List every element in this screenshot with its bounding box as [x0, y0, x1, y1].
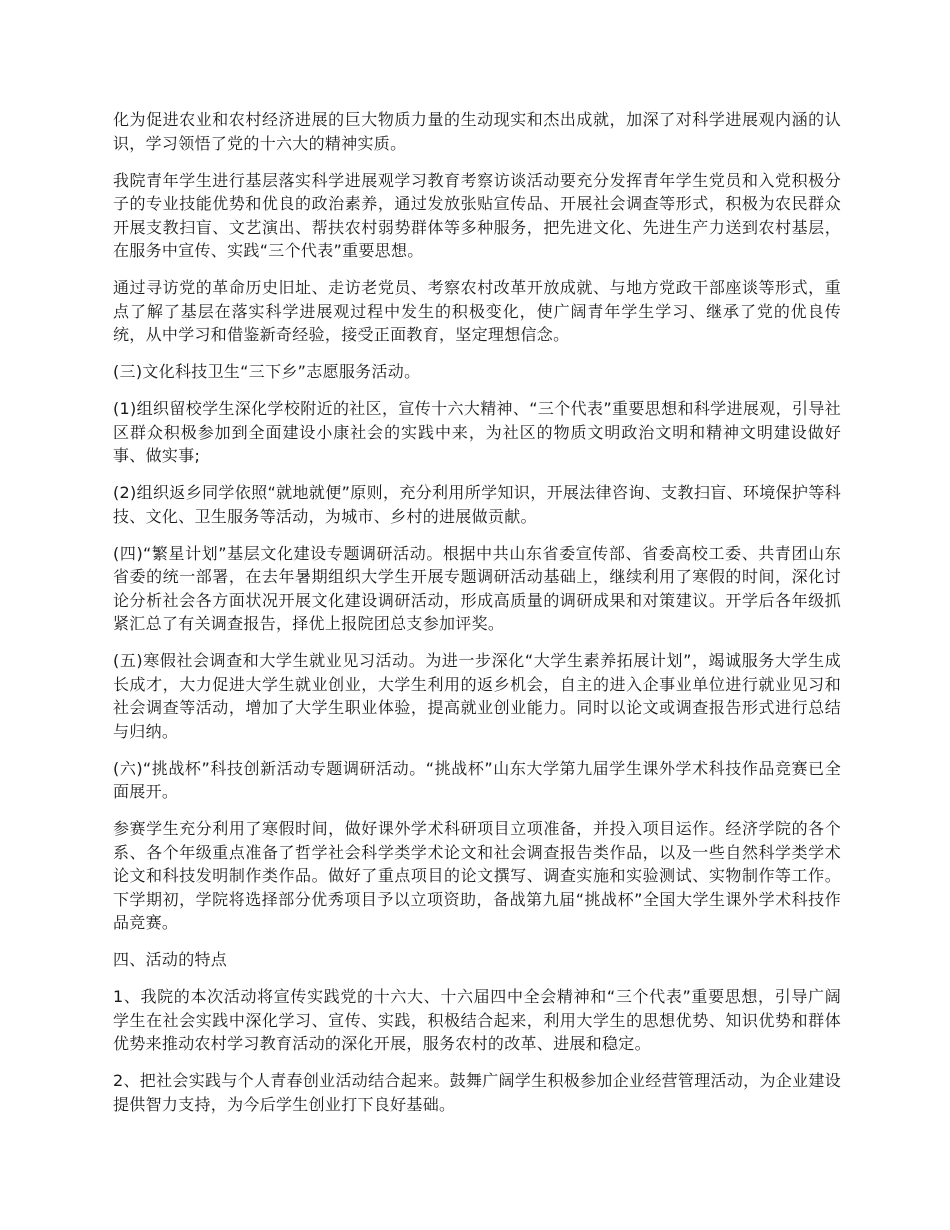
list-item-1: (1)组织留校学生深化学校附近的社区，宣传十六大精神、“三个代表”重要思想和科学进展观，引导社区群众积极参加到全面建设小康社会的实践中来，为社区的物质文明政治文明和精神文明建设做好事、做实事; [113, 399, 841, 465]
section-6-paragraph: (六)“挑战杯”科技创新活动专题调研活动。“挑战杯”山东大学第九届学生课外学术科技作品竞赛已全面展开。 [113, 758, 841, 801]
paragraph-2: 我院青年学生进行基层落实科学进展观学习教育考察访谈活动要充分发挥青年学生党员和入党积极分子的专业技能优势和优良的政治素养，通过发放张贴宣传品、开展社会调查等形式，积极为农民群众开展支教扫盲、文艺演出、帮扶农村弱势群体等多种服务，把先进文化、先进生产力送到农村基层，在服务中宣传、实践“三个代表”重要思想。 [113, 170, 841, 260]
section-heading-3: (三)文化科技卫生“三下乡”志愿服务活动。 [113, 362, 421, 381]
paragraph-1: 化为促进农业和农村经济进展的巨大物质力量的生动现实和杰出成就，加深了对科学进展观内涵的认识，学习领悟了党的十六大的精神实质。 [113, 110, 841, 153]
feature-item-1: 1、我院的本次活动将宣传实践党的十六大、十六届四中全会精神和“三个代表”重要思想，引导广阔学生在社会实践中深化学习、宣传、实践，积极结合起来，利用大学生的思想优势、知识优势和群体优势来推动农村学习教育活动的深化开展，服务农村的改革、进展和稳定。 [113, 987, 841, 1053]
paragraph-3: 通过寻访党的革命历史旧址、走访老党员、考察农村改革开放成就、与地方党政干部座谈等形式，重点了解了基层在落实科学进展观过程中发生的积极变化，使广阔青年学生学习、继承了党的优良传统，从中学习和借鉴新奇经验，接受正面教育，坚定理想信念。 [113, 278, 841, 344]
section-4-paragraph: (四)“繁星计划”基层文化建设专题调研活动。根据中共山东省委宣传部、省委高校工委、共青团山东省委的统一部署，在去年暑期组织大学生开展专题调研活动基础上，继续利用了寒假的时间，深化讨论分析社会各方面状况开展文化建设调研活动，形成高质量的调研成果和对策建议。开学后各年级抓紧汇总了有关调查报告，择优上报院团总支参加评奖。 [113, 543, 841, 633]
section-5-paragraph: (五)寒假社会调查和大学生就业见习活动。为进一步深化“大学生素养拓展计划”，竭诚服务大学生成长成才，大力促进大学生就业创业，大学生利用的返乡机会，自主的进入企事业单位进行就业见习和社会调查等活动，增加了大学生职业体验，提高就业创业能力。同时以论文或调查报告形式进行总结与归纳。 [113, 651, 841, 741]
document-body [113, 108, 841, 1130]
feature-item-2: 2、把社会实践与个人青春创业活动结合起来。鼓舞广阔学生积极参加企业经营管理活动，为企业建设提供智力支持，为今后学生创业打下良好基础。 [113, 1071, 841, 1114]
paragraph-participants: 参赛学生充分利用了寒假时间，做好课外学术科研项目立项准备，并投入项目运作。经济学院的各个系、各个年级重点准备了哲学社会科学类学术论文和社会调查报告类作品，以及一些自然科学类学术论文和科技发明制作类作品。做好了重点项目的论文撰写、调查实施和实验测试、实物制作等工作。下学期初，学院将选择部分优秀项目予以立项资助，备战第九届“挑战杯”全国大学生课外学术科技作品竞赛。 [113, 819, 841, 932]
list-item-2: (2)组织返乡同学依照“就地就便”原则，充分利用所学知识，开展法律咨询、支教扫盲、环境保护等科技、文化、卫生服务等活动，为城市、乡村的进展做贡献。 [113, 483, 841, 526]
section-heading-features: 四、活动的特点 [113, 950, 228, 969]
